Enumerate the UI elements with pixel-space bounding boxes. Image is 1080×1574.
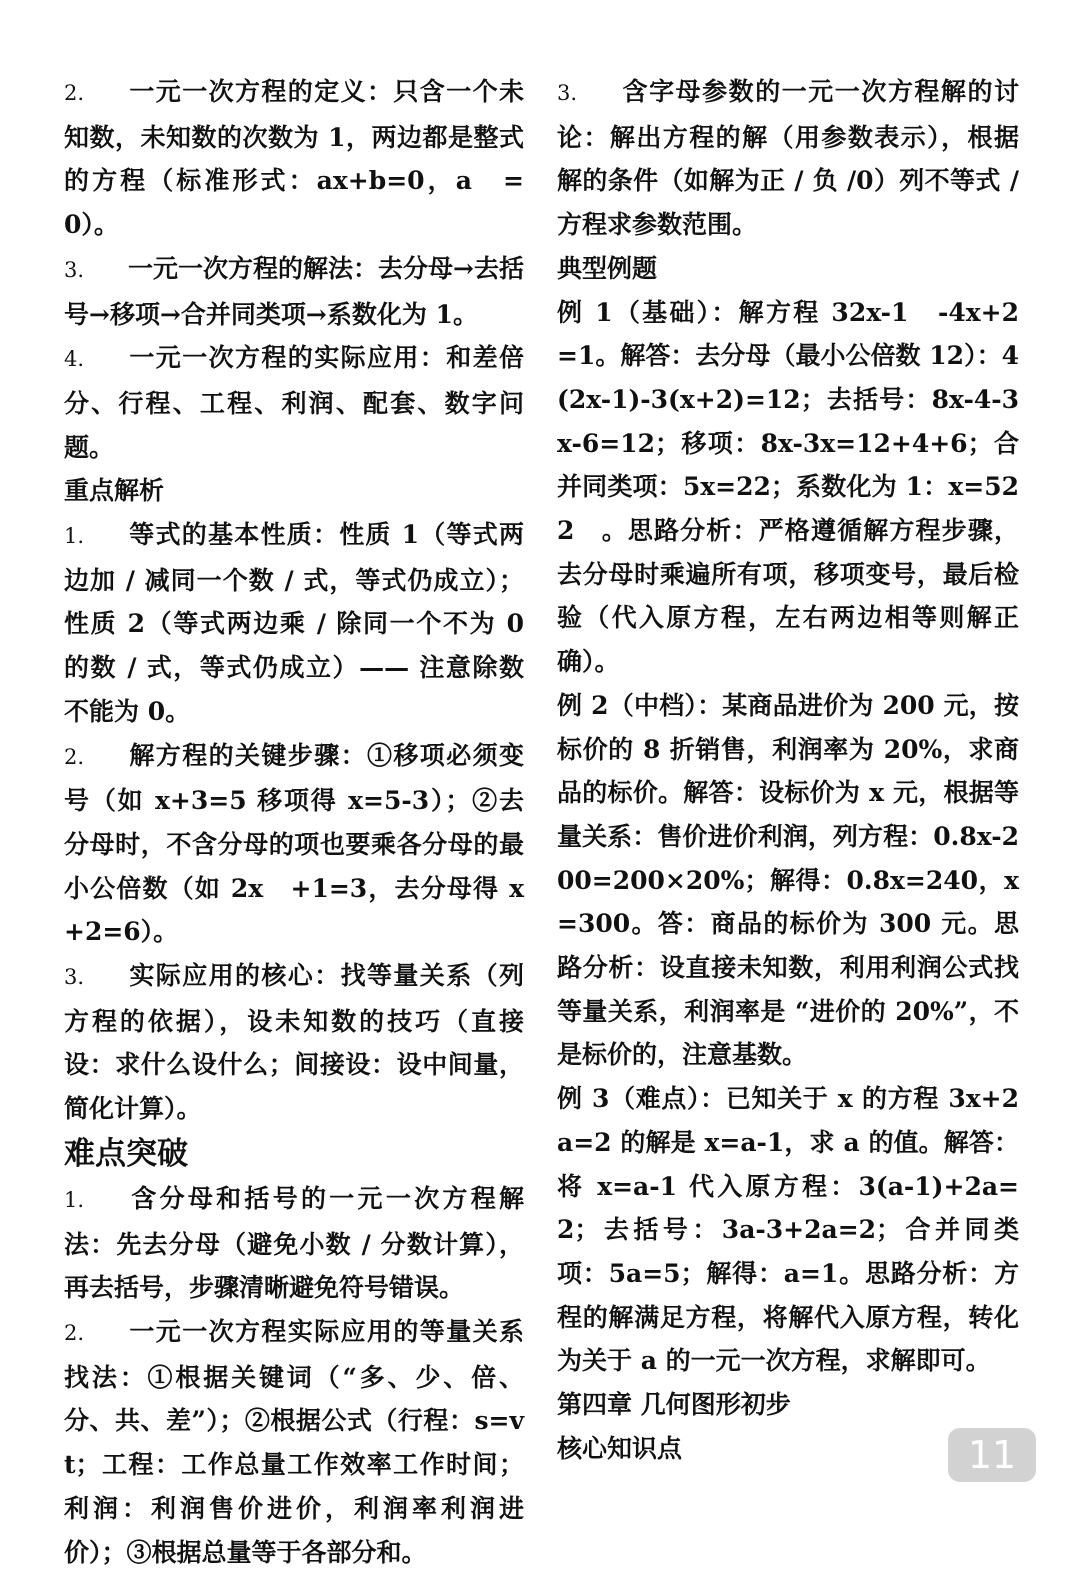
paragraph: [64, 247, 524, 336]
section-heading: 核心知识点: [557, 1433, 683, 1463]
paragraph: [557, 684, 1019, 1077]
paragraph: [64, 1310, 524, 1574]
section-heading: 重点解析: [64, 476, 165, 506]
section-heading: 第四章 几何图形初步: [557, 1390, 791, 1420]
major-heading: 难点突破: [64, 1135, 188, 1172]
paragraph: [557, 1077, 1019, 1383]
paragraph-text: 一元一次方程的定义：只含一个未知数，未知数的次数为 1，两边都是整式的方程（标准形式：ax+b=0，a =0）。: [64, 77, 524, 240]
paragraph: [557, 70, 1019, 247]
paragraph-text: 一元一次方程实际应用的等量关系找法：①根据关键词（“多、少、倍、分、共、差”）；②根据公式（行程：s=vt；工程：工作总量工作效率工作时间；利润：利润售价进价，利润率利润进价）；③根据总量等于各部分和。: [64, 1316, 524, 1567]
paragraph: [64, 734, 524, 955]
right-column: [557, 70, 1045, 1471]
item-number: 3.: [64, 257, 85, 282]
paragraph-text: 等式的基本性质：性质 1（等式两边加 / 减同一个数 / 式，等式仍成立）；性质 2（等式两边乘 / 除同一个不为 0 的数 / 式，等式仍成立）—— 注意除数不能为 0。: [64, 520, 524, 726]
left-column: [64, 70, 524, 1574]
item-number: 2.: [64, 744, 85, 769]
page-number-badge: 11: [948, 1428, 1036, 1482]
paragraph: [64, 336, 524, 469]
item-number: 3.: [64, 965, 85, 990]
item-number: 2.: [64, 81, 85, 105]
paragraph: [64, 70, 524, 247]
item-number: 2.: [64, 1320, 85, 1345]
paragraph: [64, 1177, 524, 1310]
paragraph: [64, 954, 524, 1131]
paragraph: [557, 291, 1045, 684]
paragraph: [64, 513, 524, 734]
paragraph-text: 一元一次方程的实际应用：和差倍分、行程、工程、利润、配套、数字问题。: [64, 343, 524, 462]
item-number: 1.: [64, 524, 85, 549]
item-number: 1.: [64, 1187, 85, 1212]
paragraph-text: 例 3（难点）：已知关于 x 的方程 3x+2a=2 的解是 x=a-1，求 a 的值。解答：将 x=a-1 代入原方程：3(a-1)+2a=2；去括号：3a-3+2a=2；合并同类项：5a=5；解得：a=1。思路分析：方程的解满足方程，将解代入原方程，转化为关于 a 的一元一次方程，求解即可。: [557, 1084, 1019, 1376]
item-number: 3.: [557, 81, 578, 105]
item-number: 4.: [64, 347, 85, 372]
paragraph-text: 例 1（基础）：解方程 32x-1 -4x+2 =1。解答：去分母（最小公倍数 12）：4(2x-1)-3(x+2)=12；去括号：8x-4-3x-6=12；移项：8x-3x=12+4+6；合并同类项：5x=22；系数化为 1：x=522 。思路分析：严格遵循解方程步骤，去分母时乘遍所有项，移项变号，最后检验（代入原方程，左右两边相等则解正确）。: [557, 297, 1045, 677]
paragraph-text: 一元一次方程的解法：去分母→去括号→移项→合并同类项→系数化为 1。: [64, 253, 524, 329]
paragraph-text: 含字母参数的一元一次方程解的讨论：解出方程的解（用参数表示），根据解的条件（如解为正 / 负 /0）列不等式 / 方程求参数范围。: [557, 77, 1019, 240]
paragraph-text: 例 2（中档）：某商品进价为 200 元，按标价的 8 折销售，利润率为 20%，求商品的标价。解答：设标价为 x 元，根据等量关系：售价进价利润，列方程：0.8x-200=200×20%；解得：0.8x=240，x=300。答：商品的标价为 300 元。思路分析：设直接未知数，利用利润公式找等量关系，利润率是 “进价的 20%”，不是标价的，注意基数。: [557, 690, 1019, 1070]
paragraph-text: 含分母和括号的一元一次方程解法：先去分母（避免小数 / 分数计算），再去括号，步骤清晰避免符号错误。: [64, 1183, 524, 1303]
section-heading: 典型例题: [557, 253, 658, 283]
paragraph-text: 解方程的关键步骤：①移项必须变号（如 x+3=5 移项得 x=5-3）；②去分母时，不含分母的项也要乘各分母的最小公倍数（如 2x +1=3，去分母得 x+2=6）。: [64, 740, 524, 947]
paragraph-text: 实际应用的核心：找等量关系（列方程的依据），设未知数的技巧（直接设：求什么设什么；间接设：设中间量，简化计算）。: [64, 961, 524, 1124]
